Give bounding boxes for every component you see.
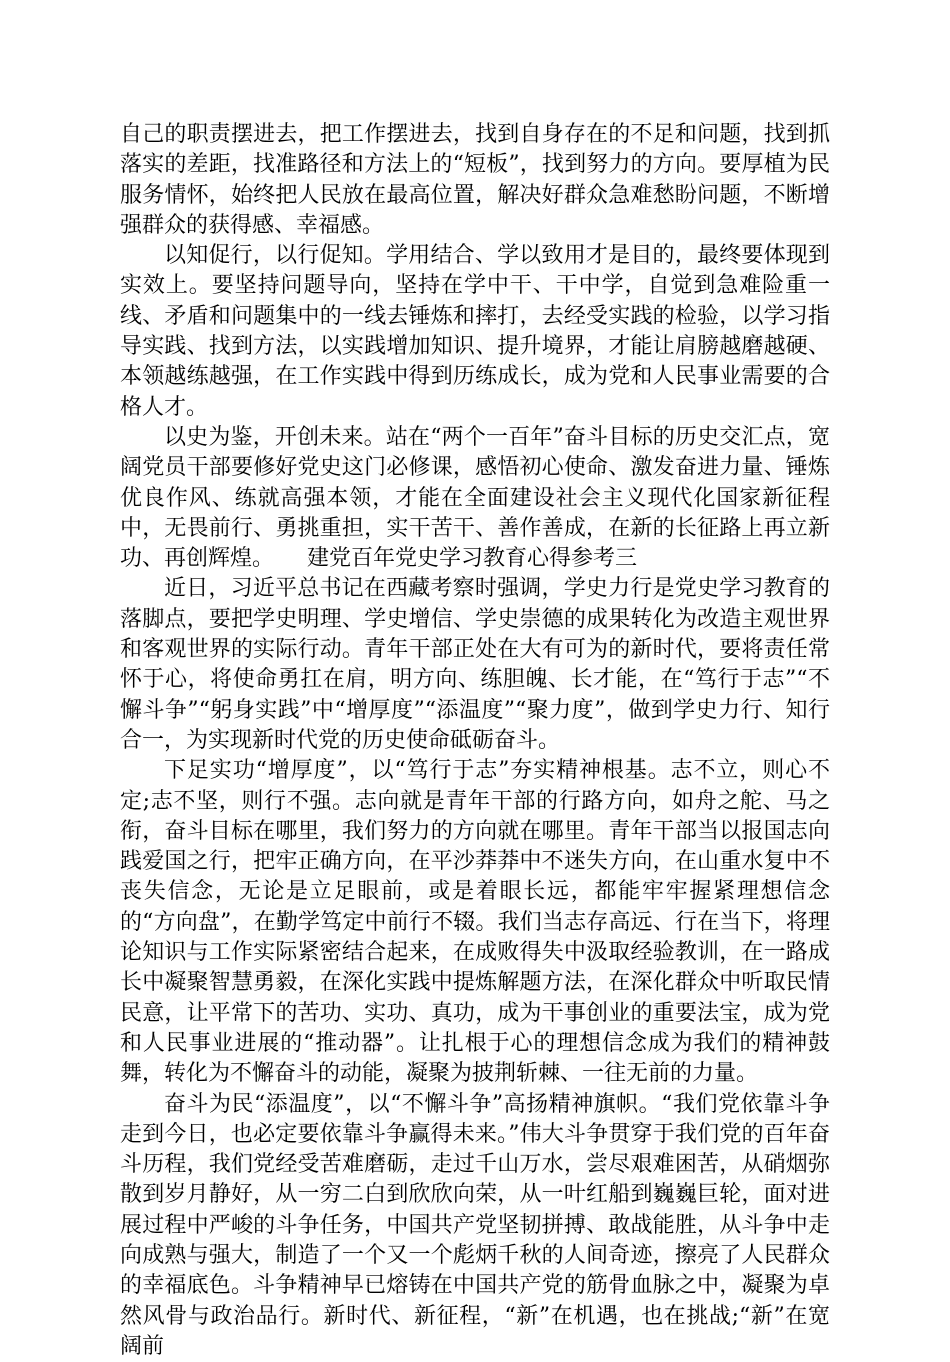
paragraph-3: 以史为鉴，开创未来。站在“两个一百年”奋斗目标的历史交汇点，宽阔党员干部要修好党史这门必修课，感悟初心使命、激发奋进力量、锤炼优良作风、练就高强本领，才能在全面建设社会主义现代化国家新征程中，无畏前行、勇挑重担，实干苦干、善作善成，在新的长征路上再立新功、再创辉煌。 建党百年党史学习教育心得参考三 (120, 423, 830, 574)
paragraph-5: 下足实功“增厚度”，以“笃行于志”夯实精神根基。志不立，则心不定;志不坚，则行不强。志向就是青年干部的行路方向，如舟之舵、马之衔，奋斗目标在哪里，我们努力的方向就在哪里。青年干部当以报国志向践爱国之行，把牢正确方向，在平沙莽莽中不迷失方向，在山重水复中不丧失信念，无论是立足眼前，或是着眼长远，都能牢牢握紧理想信念的“方向盘”，在勤学笃定中前行不辍。我们当志存高远、行在当下，将理论知识与工作实际紧密结合起来，在成败得失中汲取经验教训，在一路成长中凝聚智慧勇毅，在深化实践中提炼解题方法，在深化群众中听取民情民意，让平常下的苦功、实功、真功，成为干事创业的重要法宝，成为党和人民事业进展的“推动器”。让扎根于心的理想信念成为我们的精神鼓舞，转化为不懈奋斗的动能，凝聚为披荆斩棘、一往无前的力量。 (120, 756, 830, 1089)
paragraph-2: 以知促行，以行促知。学用结合、学以致用才是目的，最终要体现到实效上。要坚持问题导向，坚持在学中干、干中学，自觉到急难险重一线、矛盾和问题集中的一线去锤炼和摔打，去经受实践的检验，以学习指导实践、找到方法，以实践增加知识、提升境界，才能让肩膀越磨越硬、本领越练越强，在工作实践中得到历练成长，成为党和人民事业需要的合格人才。 (120, 241, 830, 423)
paragraph-1: 自己的职责摆进去，把工作摆进去，找到自身存在的不足和问题，找到抓落实的差距，找准路径和方法上的“短板”，找到努力的方向。要厚植为民服务情怀，始终把人民放在最高位置，解决好群众急难愁盼问题，不断增强群众的获得感、幸福感。 (120, 120, 830, 241)
paragraph-4: 近日，习近平总书记在西藏考察时强调，学史力行是党史学习教育的落脚点，要把学史明理、学史增信、学史崇德的成果转化为改造主观世界和客观世界的实际行动。青年干部正处在大有可为的新时代，要将责任常怀于心，将使命勇扛在肩，明方向、练胆魄、长才能，在“笃行于志”“不懈斗争”“躬身实践”中“增厚度”“添温度”“聚力度”，做到学史力行、知行合一，为实现新时代党的历史使命砥砺奋斗。 (120, 574, 830, 756)
document-body (120, 120, 830, 1362)
paragraph-6: 奋斗为民“添温度”，以“不懈斗争”高扬精神旗帜。“我们党依靠斗争走到今日，也必定要依靠斗争赢得未来。”伟大斗争贯穿于我们党的百年奋斗历程，我们党经受苦难磨砺，走过千山万水，尝尽艰难困苦，从硝烟弥散到岁月静好，从一穷二白到欣欣向荣，从一叶红船到巍巍巨轮，面对进展过程中严峻的斗争任务，中国共产党坚韧拼搏、敢战能胜，从斗争中走向成熟与强大，制造了一个又一个彪炳千秋的人间奇迹，擦亮了人民群众的幸福底色。斗争精神早已熔铸在中国共产党的筋骨血脉之中，凝聚为卓然风骨与政治品行。新时代、新征程，“新”在机遇，也在挑战;“新”在宽阔前 (120, 1090, 830, 1362)
